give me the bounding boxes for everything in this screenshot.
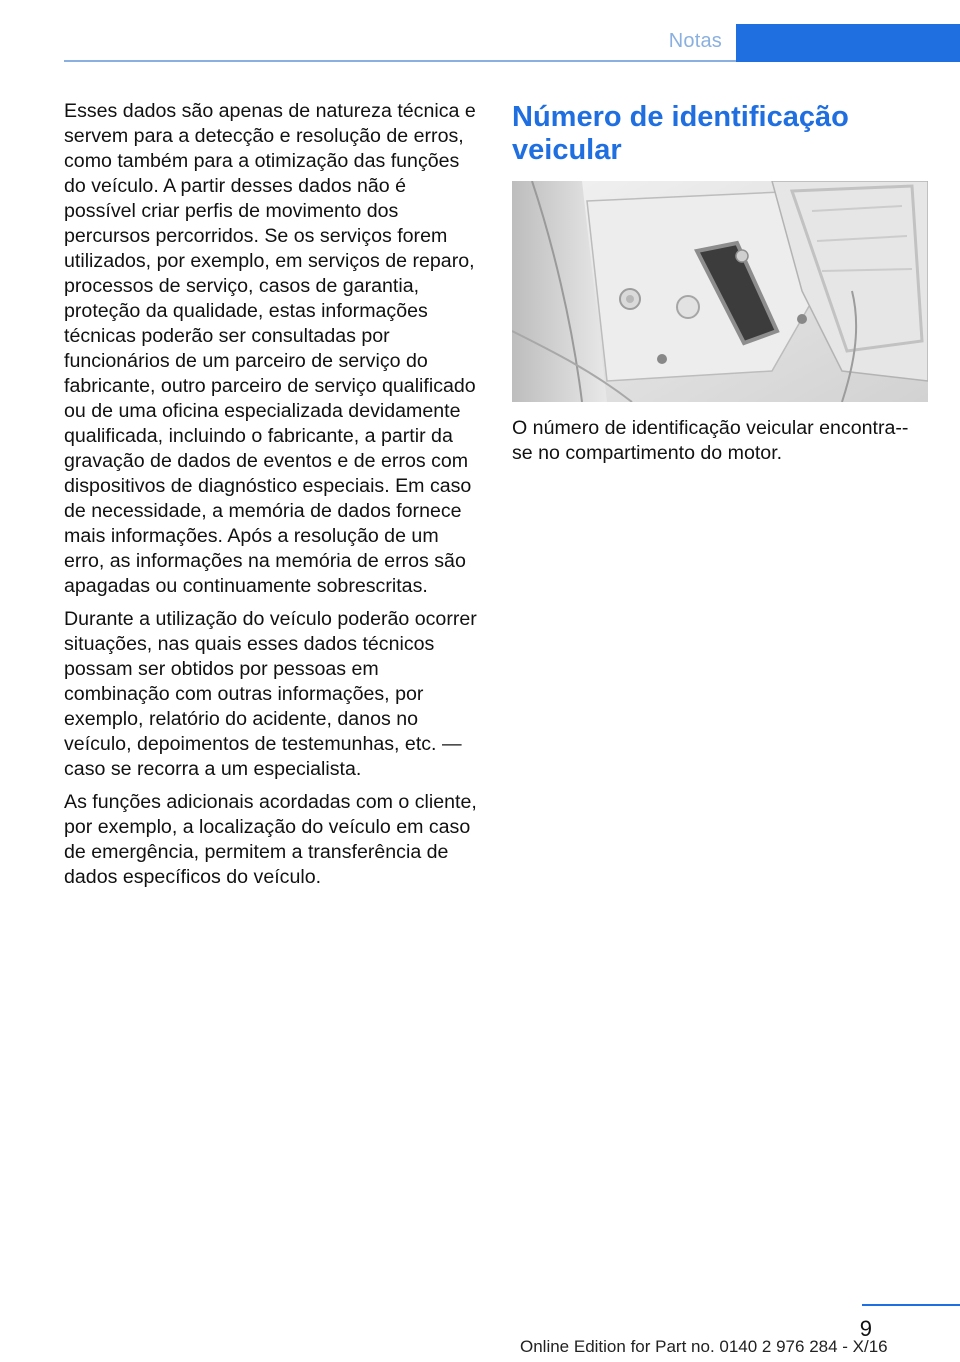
vin-caption: O número de identificação veicular encontra--se no compartimento do motor. (512, 417, 909, 464)
page-number: 9 (859, 1316, 872, 1341)
header-section-title: Notas (668, 30, 722, 52)
engine-compartment-illustration (512, 181, 928, 402)
header-rule (64, 60, 736, 62)
right-column (512, 101, 928, 466)
header-accent-block (736, 24, 960, 62)
footer-rule (862, 1304, 960, 1306)
footer-edition-text: Online Edition for Part no. 0140 2 976 284 - X/16 (520, 1337, 888, 1356)
section-title-vin: Número de identificação veicular (512, 101, 849, 166)
left-column (64, 99, 482, 898)
paragraph-additional-functions: As funções adicionais acordadas com o cliente, por exemplo, a localização do veículo em caso de emergência, permitem a transferência de dados específicos do veículo. (64, 791, 477, 888)
paragraph-vehicle-usage: Durante a utilização do veículo poderão ocorrer situações, nas quais esses dados técnicos possam ser obtidos por pessoas em combinação com outras informações, por exemplo, relatório do acidente, danos no veículo, depoimentos de testemunhas, etc. — caso se recorra a um especialista. (64, 608, 477, 780)
paragraph-technical-data: Esses dados são apenas de natureza técnica e servem para a detecção e resolução de erros, como também para a otimização das funções do veículo. A partir desses dados não é possível criar perfis de movimento dos percursos percorridos. Se os serviços forem utilizados, por exemplo, em serviços de reparo, processos de serviço, casos de garantia, proteção da qualidade, estas informações técnicas poderão ser consultadas por funcionários de um parceiro de serviço do fabricante, outro parceiro de serviço qualificado ou de uma oficina especializada devidamente qualificada, incluindo o fabricante, a partir da gravação de dados de eventos e de erros com dispositivos de diagnóstico especiais. Em caso de necessidade, a memória de dados fornece mais informações. Após a resolução de um erro, as informações na memória de erros são apagadas ou continuamente sobrescritas. (64, 100, 476, 597)
engine-compartment-drawing (512, 181, 928, 402)
